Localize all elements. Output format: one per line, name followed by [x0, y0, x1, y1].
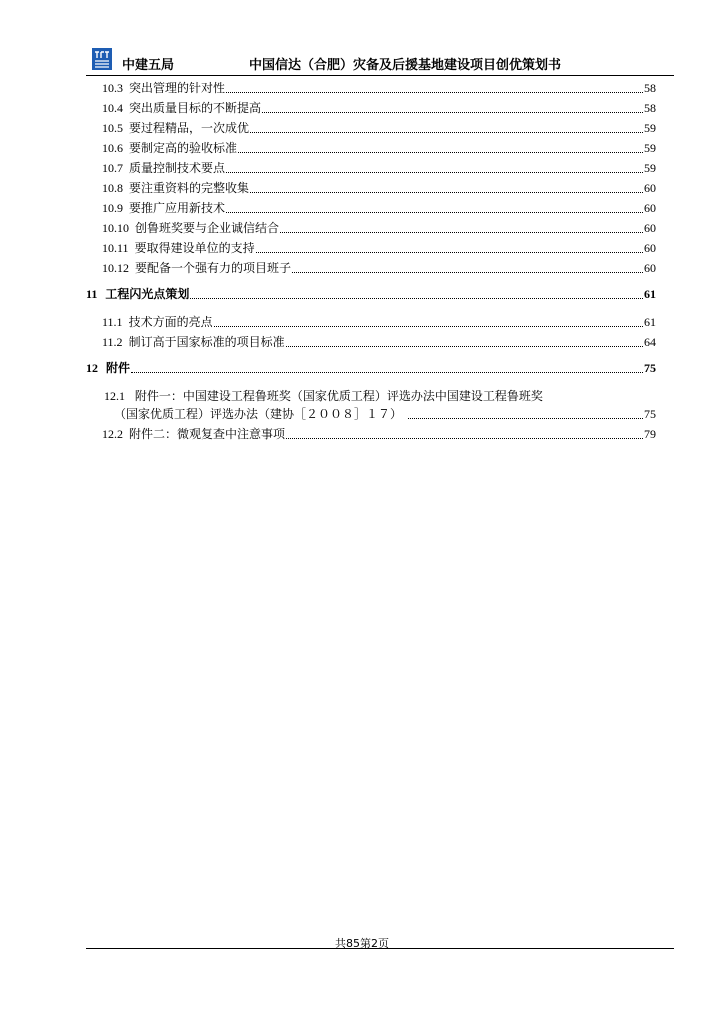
page-header: [86, 46, 674, 78]
toc-page: 79: [644, 427, 656, 441]
company-name: 中建五局: [122, 58, 175, 73]
toc-leader: [256, 252, 643, 253]
toc-page: 64: [644, 335, 656, 349]
toc-leader: [250, 192, 643, 193]
toc-title: 制订高于国家标准的项目标准: [128, 335, 285, 349]
toc-page: 58: [644, 81, 656, 95]
toc-title: 技术方面的亮点: [128, 315, 213, 329]
toc-number: 10.6: [102, 141, 123, 155]
page-footer: 共85第2页: [335, 937, 389, 950]
toc-number: 12: [86, 361, 98, 375]
toc-leader: [408, 418, 643, 419]
toc-number: 10.7: [102, 161, 123, 175]
toc-number: 10.3: [102, 81, 123, 95]
toc-leader: [226, 212, 643, 213]
toc-entry[interactable]: [86, 332, 656, 350]
toc-page: 75: [644, 407, 656, 421]
toc-page: 61: [644, 315, 656, 329]
toc-leader: [238, 152, 643, 153]
toc-title: 要注重资料的完整收集: [129, 181, 250, 195]
toc-leader: [131, 372, 643, 373]
toc-chapter-entry[interactable]: [86, 358, 656, 376]
toc-leader: [250, 132, 643, 133]
toc-entry[interactable]: [86, 258, 656, 276]
toc-entry[interactable]: [86, 118, 656, 136]
toc-page: 61: [644, 287, 656, 301]
toc-page: 75: [644, 361, 656, 375]
toc-number: 10.8: [102, 181, 123, 195]
toc-leader: [226, 92, 643, 93]
toc-title: 要推广应用新技术: [129, 201, 226, 215]
toc-title: 附件二：微观复查中注意事项: [129, 427, 286, 441]
toc-title: 工程闪光点策划: [105, 287, 190, 301]
toc-page: 60: [644, 221, 656, 235]
toc-leader: [190, 298, 643, 299]
toc-entry-continuation[interactable]: [86, 404, 656, 422]
toc-entry[interactable]: [86, 312, 656, 330]
toc-title: 创鲁班奖要与企业诚信结合: [135, 221, 280, 235]
toc-entry[interactable]: [86, 218, 656, 236]
toc-entry[interactable]: [86, 178, 656, 196]
toc-leader: [262, 112, 643, 113]
document-title: 中国信达（合肥）灾备及后援基地建设项目创优策划书: [249, 58, 562, 73]
toc-entry[interactable]: [86, 158, 656, 176]
toc-number: 11.2: [102, 335, 123, 349]
toc-leader: [286, 346, 643, 347]
toc-number: 12.1: [104, 389, 125, 403]
toc-page: 59: [644, 121, 656, 135]
toc-title: 要过程精品，一次成优: [129, 121, 250, 135]
toc-number: 10.10: [102, 221, 129, 235]
toc-page: 58: [644, 101, 656, 115]
toc-entry[interactable]: [86, 424, 656, 442]
toc-page: 60: [644, 181, 656, 195]
footer-divider: [86, 948, 674, 949]
toc-page: 59: [644, 141, 656, 155]
toc-page: 59: [644, 161, 656, 175]
toc-title-continuation: （国家优质工程）评选办法（建协［２００８］１７）: [114, 407, 403, 421]
toc-entry-wrapped[interactable]: [104, 388, 656, 404]
toc-title: 质量控制技术要点: [129, 161, 226, 175]
toc-number: 12.2: [102, 427, 123, 441]
toc-number: 10.12: [102, 261, 129, 275]
toc-page: 60: [644, 241, 656, 255]
toc-title: 突出管理的针对性: [129, 81, 226, 95]
toc-leader: [214, 326, 643, 327]
toc-leader: [280, 232, 643, 233]
toc-entry[interactable]: [86, 98, 656, 116]
toc-number: 11: [86, 287, 98, 301]
toc-title: 要配备一个强有力的项目班子: [135, 261, 292, 275]
toc-title: 附件一：中国建设工程鲁班奖（国家优质工程）评选办法中国建设工程鲁班奖: [134, 389, 543, 403]
toc-number: 10.9: [102, 201, 123, 215]
toc-leader: [286, 438, 643, 439]
toc-entry[interactable]: [86, 138, 656, 156]
header-divider: [86, 75, 674, 76]
toc-title: 突出质量目标的不断提高: [129, 101, 262, 115]
toc-title: 附件: [106, 361, 131, 375]
toc-title: 要取得建设单位的支持: [134, 241, 255, 255]
toc-page: 60: [644, 201, 656, 215]
toc-chapter-entry[interactable]: [86, 284, 656, 302]
toc-entry[interactable]: [86, 238, 656, 256]
toc-number: 10.11: [102, 241, 129, 255]
toc-leader: [292, 272, 643, 273]
toc-number: 11.1: [102, 315, 123, 329]
toc-leader: [226, 172, 643, 173]
toc-entry[interactable]: [86, 78, 656, 96]
toc-number: 10.4: [102, 101, 123, 115]
toc-title: 要制定高的验收标准: [129, 141, 238, 155]
toc-number: 10.5: [102, 121, 123, 135]
toc-entry[interactable]: [86, 198, 656, 216]
toc-page: 60: [644, 261, 656, 275]
company-logo-icon: [92, 48, 112, 70]
